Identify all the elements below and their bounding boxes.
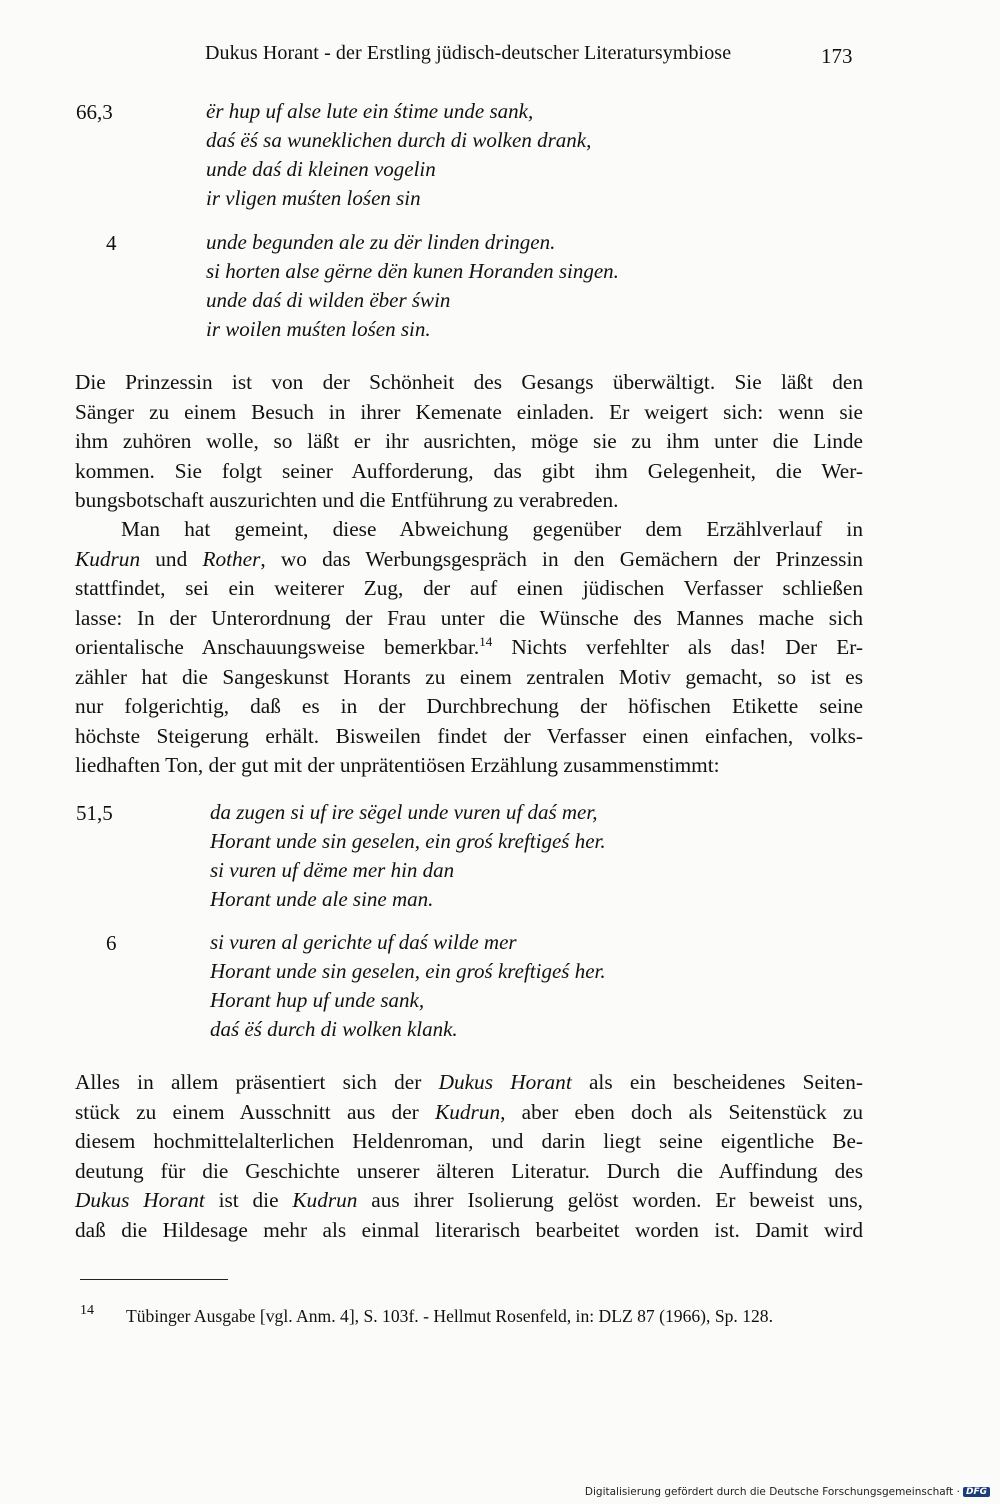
verse-line: unde begunden ale zu dër linden dringen.	[206, 230, 556, 254]
verse-line: ir vligen muśten lośen sin	[206, 186, 421, 210]
verse-line: daś ëś durch di wolken klank.	[210, 1017, 458, 1041]
text-line: kommen. Sie folgt seiner Aufforderung, das gibt ihm Gelegenheit, die Wer-	[75, 458, 863, 483]
paragraph	[75, 515, 863, 781]
footnote-marker: 14	[479, 634, 493, 649]
verse-line: daś ëś sa wuneklichen durch di wolken drank,	[206, 128, 592, 152]
text-line: deutung für die Geschichte unserer älteren Literatur. Durch die Auffindung des	[75, 1158, 863, 1183]
text-line: stattfindet, sei ein weiterer Zug, der auf einen jüdischen Verfasser schließen	[75, 576, 863, 600]
verse-line: Horant hup uf unde sank,	[210, 988, 425, 1012]
text-run: , aber eben doch als Seitenstück zu	[500, 1099, 863, 1124]
text-run: stück zu einem Ausschnitt aus der	[75, 1099, 435, 1124]
work-title: Kudrun	[435, 1099, 501, 1124]
verse-line: unde daś di wilden ëber świn	[206, 288, 451, 312]
text-run: Nichts verfehlter als das! Der Er-	[492, 635, 863, 659]
paragraph	[75, 368, 863, 516]
verse-line: Horant unde sin geselen, ein groś kreftigeś her.	[210, 959, 606, 983]
text-line: nur folgerichtig, daß es in der Durchbrechung der höfischen Etikette seine	[75, 694, 863, 718]
credit-text: Digitalisierung gefördert durch die Deutsche Forschungsgemeinschaft ·	[584, 1486, 960, 1498]
text-run: und	[140, 546, 203, 571]
text-run: Alles in allem präsentiert sich der	[75, 1070, 439, 1094]
verse-line: da zugen si uf ire sëgel unde vuren uf daś mer,	[210, 800, 598, 824]
text-line: liedhaften Ton, der gut mit der unprätentiösen Erzählung zusammenstimmt:	[75, 753, 720, 777]
text-run: als ein bescheidenes Seiten-	[571, 1070, 863, 1094]
text-line	[75, 633, 863, 663]
verse-line: ër hup uf alse lute ein śtime unde sank,	[206, 99, 534, 123]
text-line: höchste Steigerung erhält. Bisweilen findet der Verfasser einen einfachen, volks-	[75, 723, 863, 748]
verse-ref: 6	[106, 931, 117, 955]
text-line: Die Prinzessin ist von der Schönheit des Gesangs überwältigt. Sie läßt den	[75, 370, 863, 394]
verse-line: si vuren uf dëme mer hin dan	[210, 858, 455, 882]
verse-line: si horten alse gërne dën kunen Horanden singen.	[206, 259, 619, 283]
dfg-logo-icon: DFG	[963, 1487, 990, 1497]
text-run: , wo das Werbungsgespräch in den Gemächern der Prinzessin	[260, 546, 864, 571]
verse-line: Horant unde ale sine man.	[210, 887, 434, 911]
work-title: Dukus Horant	[438, 1070, 572, 1094]
page-number: 173	[821, 44, 853, 68]
text-line	[75, 545, 863, 575]
paragraph	[75, 1068, 863, 1245]
text-line: zähler hat die Sangeskunst Horants zu einem zentralen Motiv gemacht, so ist es	[75, 664, 863, 689]
text-line: ihm zuhören wolle, so läßt er ihr ausrichten, möge sie zu ihm unter die Linde	[75, 429, 863, 453]
text-line	[75, 1098, 863, 1128]
text-line: daß die Hildesage mehr als einmal literarisch bearbeitet worden ist. Damit wird	[75, 1217, 863, 1242]
digitization-credit	[585, 1486, 990, 1498]
work-title: Dukus Horant	[75, 1188, 205, 1212]
verse-ref: 4	[106, 231, 117, 255]
verse-line: ir woilen muśten lośen sin.	[206, 317, 431, 341]
text-run: aus ihrer Isolierung gelöst worden. Er beweist uns,	[357, 1188, 863, 1212]
work-title: Kudrun	[75, 546, 141, 571]
text-line: diesem hochmittelalterlichen Heldenroman, und darin liegt seine eigentliche Be-	[75, 1129, 863, 1153]
footnote-text: Tübinger Ausgabe [vgl. Anm. 4], S. 103f. - Hellmut Rosenfeld, in: DLZ 87 (1966), Sp. 128.	[126, 1306, 773, 1326]
text-line	[75, 1068, 863, 1098]
text-line: bungsbotschaft auszurichten und die Entführung zu verabreden.	[75, 488, 619, 512]
text-line: Sänger zu einem Besuch in ihrer Kemenate einladen. Er weigert sich: wenn sie	[75, 399, 863, 424]
work-title: Rother	[202, 546, 261, 571]
text-line	[75, 1186, 863, 1216]
verse-line: si vuren al gerichte uf daś wilde mer	[210, 930, 517, 954]
text-line: lasse: In der Unterordnung der Frau unter die Wünsche des Mannes mache sich	[75, 605, 863, 630]
footnote-number: 14	[80, 1303, 94, 1318]
verse-line: Horant unde sin geselen, ein groś kreftigeś her.	[210, 829, 606, 853]
text-line: Man hat gemeint, diese Abweichung gegenüber dem Erzählverlauf in	[121, 517, 863, 541]
running-title: Dukus Horant - der Erstling jüdisch-deutscher Literatursymbiose	[205, 42, 732, 64]
verse-ref: 66,3	[76, 100, 113, 124]
work-title: Kudrun	[292, 1188, 358, 1212]
verse-line: unde daś di kleinen vogelin	[206, 157, 436, 181]
footnote-rule	[80, 1279, 228, 1280]
text-run: orientalische Anschauungsweise bemerkbar.	[75, 635, 480, 659]
text-run: ist die	[204, 1188, 293, 1212]
verse-ref: 51,5	[76, 801, 113, 825]
